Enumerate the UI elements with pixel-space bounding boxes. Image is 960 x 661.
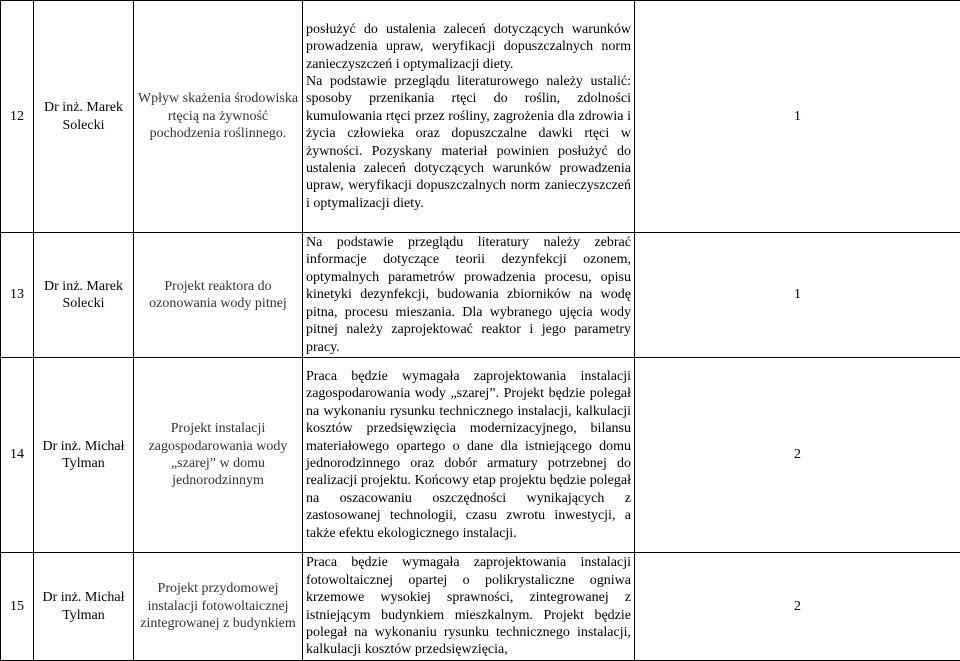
topic-title: Wpływ skażenia środowiska rtęcią na żywność pochodzenia roślinnego.: [134, 1, 303, 233]
topic-description: [303, 1, 635, 233]
topic-description: [303, 553, 635, 661]
row-number: 15: [1, 553, 34, 661]
description-paragraph: Praca będzie wymagała zaprojektowania instalacji fotowoltaicznej opartej o polikrystaliczne ogniwa krzemowe wysokiej sprawności, zintegrowanej z istniejącym budynkiem mieszkalnym. Projekt będzie polegał na wykonaniu rysunku technicznego instalacji, kalkulacji kosztów przedsięwzięcia,: [306, 554, 631, 658]
description-paragraph: Praca będzie wymagała zaprojektowania instalacji zagospodarowania wody „szarej”. Projekt będzie polegał na wykonaniu rysunku technicznego instalacji, kalkulacji kosztów przedsięwzięcia modernizacyjnego, bilansu materiałowego opartego o dane dla istniejącego domu jednorodzinnego oraz dobór armatury potrzebnej do realizacji projektu. Końcowy etap projektu będzie polegał na oszacowaniu oszczędności wynikających z zastosowanej technologii, czasu zwrotu inwestycji, a także efektu ekologicznego instalacji.: [306, 368, 631, 542]
row-number: 12: [1, 1, 34, 233]
credits-value: 2: [635, 553, 960, 661]
table-row: [1, 553, 960, 661]
topic-title: Projekt instalacji zagospodarowania wody „szarej” w domu jednorodzinnym: [134, 358, 303, 553]
topic-description: [303, 233, 635, 358]
table-row: [1, 233, 960, 358]
description-paragraph: posłużyć do ustalenia zaleceń dotyczących warunków prowadzenia upraw, weryfikacji dopuszczalnych norm zanieczyszczeń i optymalizacji diety.: [306, 21, 631, 73]
table-row: [1, 1, 960, 233]
topic-title: Projekt przydomowej instalacji fotowoltaicznej zintegrowanej z budynkiem: [134, 553, 303, 661]
description-paragraph: Na podstawie przeglądu literaturowego należy ustalić: sposoby przenikania rtęci do roślin, zdolności kumulowania rtęci przez rośliny, zagrożenia dla zdrowia i życia człowieka oraz dopuszczalne dawki rtęci w żywności. Pozyskany materiał powinien posłużyć do ustalenia zaleceń dotyczących warunków prowadzenia upraw, weryfikacji dopuszczalnych norm zanieczyszczeń i optymalizacji diety.: [306, 73, 631, 212]
description-paragraph: Na podstawie przeglądu literatury należy zebrać informacje dotyczące teorii dezynfekcji ozonem, optymalnych parametrów prowadzenia procesu, opisu kinetyki dezynfekcji, budowania zbiorników na wodę pitna, procesu mieszania. Dla wybranego ujęcia wody pitnej należy zaprojektować reaktor i jego parametry pracy.: [306, 234, 631, 356]
supervisor-name: Dr inż. Marek Solecki: [34, 233, 134, 358]
credits-value: 1: [635, 1, 960, 233]
supervisor-name: Dr inż. Michał Tylman: [34, 553, 134, 661]
credits-value: 2: [635, 358, 960, 553]
topic-description: [303, 358, 635, 553]
row-number: 14: [1, 358, 34, 553]
supervisor-name: Dr inż. Marek Solecki: [34, 1, 134, 233]
row-number: 13: [1, 233, 34, 358]
credits-value: 1: [635, 233, 960, 358]
topic-title: Projekt reaktora do ozonowania wody pitnej: [134, 233, 303, 358]
supervisor-name: Dr inż. Michał Tylman: [34, 358, 134, 553]
table-row: [1, 358, 960, 553]
